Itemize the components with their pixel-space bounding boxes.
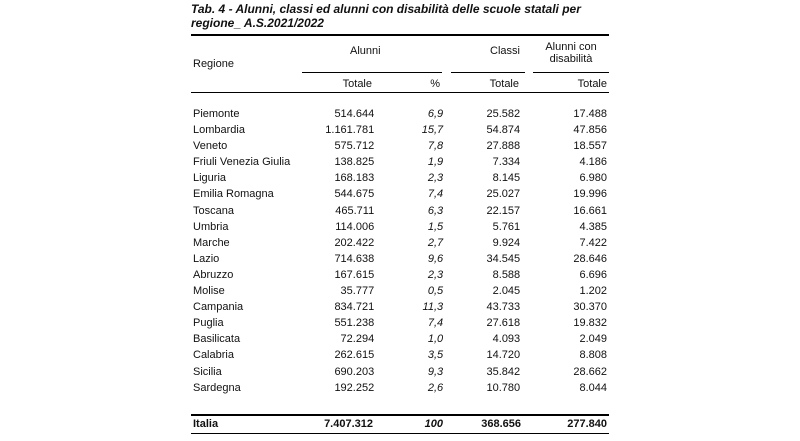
cell-pct: 2,7 xyxy=(427,236,444,249)
cell-pct: 1,5 xyxy=(427,220,444,233)
cell-pct: 7,4 xyxy=(427,317,444,330)
table-row xyxy=(191,154,609,170)
header-classi: Classi xyxy=(490,45,520,57)
table-row xyxy=(191,106,609,122)
title-divider xyxy=(191,34,609,36)
cell-disabili: 19.832 xyxy=(573,317,607,330)
cell-alunni: 834.721 xyxy=(334,301,375,314)
cell-pct: 1,0 xyxy=(427,333,444,346)
cell-regione: Sicilia xyxy=(193,365,222,378)
cell-regione: Veneto xyxy=(193,140,228,153)
cell-pct: 0,5 xyxy=(427,285,444,298)
header-bottom-rule xyxy=(191,92,609,93)
cell-disabili: 17.488 xyxy=(573,108,607,120)
cell-disabili: 6.980 xyxy=(579,172,607,185)
cell-alunni: 551.238 xyxy=(334,317,375,330)
cell-pct: 6,9 xyxy=(427,108,444,120)
cell-disabili: 4.186 xyxy=(579,156,607,169)
cell-pct: 7,8 xyxy=(427,140,444,153)
cell-alunni: 168.183 xyxy=(334,172,375,185)
cell-alunni: 167.615 xyxy=(334,268,375,281)
cell-disabili: 7.422 xyxy=(579,236,607,249)
cell-alunni: 202.422 xyxy=(334,236,375,249)
subheader-totale-disabili: Totale xyxy=(577,78,607,90)
table-row xyxy=(191,122,609,138)
cell-disabili: 19.996 xyxy=(573,188,607,201)
cell-pct: 6,3 xyxy=(427,204,444,217)
cell-pct: 2,3 xyxy=(427,268,444,281)
data-table xyxy=(191,106,609,396)
cell-disabili: 28.662 xyxy=(573,365,607,378)
cell-regione: Emilia Romagna xyxy=(193,188,274,201)
total-disabili: 277.840 xyxy=(567,418,607,430)
cell-classi: 2.045 xyxy=(492,285,521,298)
cell-classi: 54.874 xyxy=(486,124,521,137)
cell-regione: Calabria xyxy=(193,349,234,362)
cell-disabili: 6.696 xyxy=(579,268,607,281)
cell-classi: 27.888 xyxy=(486,140,521,153)
cell-regione: Lombardia xyxy=(193,124,245,137)
cell-regione: Campania xyxy=(193,301,244,314)
cell-pct: 15,7 xyxy=(421,124,444,137)
subheader-totale-alunni: Totale xyxy=(342,78,372,90)
cell-regione: Molise xyxy=(193,285,225,298)
table-row xyxy=(191,364,609,380)
cell-regione: Abruzzo xyxy=(193,268,234,281)
cell-pct: 2,6 xyxy=(427,381,444,394)
cell-regione: Umbria xyxy=(193,220,229,233)
table-row xyxy=(191,380,609,396)
cell-disabili: 30.370 xyxy=(573,301,607,314)
cell-disabili: 4.385 xyxy=(579,220,607,233)
cell-regione: Piemonte xyxy=(193,108,240,120)
cell-classi: 10.780 xyxy=(486,381,521,394)
cell-disabili: 8.044 xyxy=(579,381,607,394)
cell-alunni: 138.825 xyxy=(334,156,375,169)
cell-pct: 9,3 xyxy=(427,365,444,378)
cell-regione: Toscana xyxy=(193,204,234,217)
cell-pct: 1,9 xyxy=(427,156,444,169)
cell-alunni: 465.711 xyxy=(335,204,375,217)
cell-classi: 9.924 xyxy=(492,236,521,249)
header-underline-alunni xyxy=(302,72,442,73)
cell-disabili: 47.856 xyxy=(573,124,607,137)
cell-regione: Lazio xyxy=(193,252,220,265)
bottom-rule xyxy=(191,433,609,434)
cell-classi: 35.842 xyxy=(486,365,521,378)
total-classi: 368.656 xyxy=(481,418,521,430)
cell-alunni: 575.712 xyxy=(334,140,375,153)
header-regione: Regione xyxy=(193,58,234,70)
header-underline-disabili xyxy=(533,72,609,73)
cell-classi: 25.027 xyxy=(486,188,521,201)
total-divider xyxy=(191,414,609,416)
total-pct: 100 xyxy=(424,418,443,430)
cell-regione: Friuli Venezia Giulia xyxy=(193,156,291,169)
cell-regione: Liguria xyxy=(193,172,227,185)
cell-classi: 4.093 xyxy=(492,333,521,346)
cell-disabili: 1.202 xyxy=(579,285,607,298)
cell-classi: 8.588 xyxy=(492,268,521,281)
table-row xyxy=(191,347,609,363)
cell-disabili: 8.808 xyxy=(579,349,607,362)
cell-classi: 22.157 xyxy=(486,204,521,217)
cell-alunni: 514.644 xyxy=(334,108,375,120)
cell-regione: Puglia xyxy=(193,317,224,330)
cell-alunni: 1.161.781 xyxy=(325,124,375,137)
table-row xyxy=(191,283,609,299)
cell-regione: Marche xyxy=(193,236,230,249)
cell-classi: 43.733 xyxy=(486,301,521,314)
header-disabili: Alunni con disabilità xyxy=(545,41,597,65)
cell-pct: 11,3 xyxy=(422,301,444,314)
cell-pct: 9,6 xyxy=(427,252,444,265)
table-row xyxy=(191,235,609,251)
cell-alunni: 262.615 xyxy=(334,349,375,362)
table-row xyxy=(191,170,609,186)
cell-pct: 2,3 xyxy=(427,172,444,185)
table-row xyxy=(191,219,609,235)
cell-classi: 8.145 xyxy=(492,172,521,185)
cell-alunni: 192.252 xyxy=(334,381,375,394)
subheader-totale-classi: Totale xyxy=(489,78,519,90)
cell-disabili: 28.646 xyxy=(573,252,607,265)
total-regione: Italia xyxy=(193,418,219,430)
table-row xyxy=(191,331,609,347)
table-row xyxy=(191,251,609,267)
cell-alunni: 690.203 xyxy=(334,365,375,378)
cell-disabili: 2.049 xyxy=(579,333,607,346)
cell-classi: 34.545 xyxy=(486,252,521,265)
table-title: Tab. 4 - Alunni, classi ed alunni con disabilità delle scuole statali per regione_ A.S.2021/2022 xyxy=(191,2,581,30)
table-row xyxy=(191,138,609,154)
subheader-pct: % xyxy=(430,78,440,90)
cell-alunni: 35.777 xyxy=(340,285,375,298)
cell-classi: 14.720 xyxy=(486,349,521,362)
table-row xyxy=(191,299,609,315)
cell-regione: Sardegna xyxy=(193,381,241,394)
cell-pct: 3,5 xyxy=(427,349,444,362)
cell-classi: 27.618 xyxy=(486,317,521,330)
cell-classi: 25.582 xyxy=(486,108,521,120)
cell-classi: 5.761 xyxy=(492,220,521,233)
cell-classi: 7.334 xyxy=(492,156,521,169)
cell-disabili: 18.557 xyxy=(573,140,607,153)
table-row xyxy=(191,203,609,219)
table-row xyxy=(191,186,609,202)
cell-alunni: 114.006 xyxy=(335,220,375,233)
cell-alunni: 544.675 xyxy=(334,188,375,201)
table-row xyxy=(191,315,609,331)
table-row xyxy=(191,267,609,283)
cell-pct: 7,4 xyxy=(427,188,444,201)
cell-disabili: 16.661 xyxy=(573,204,607,217)
cell-alunni: 714.638 xyxy=(334,252,375,265)
cell-alunni: 72.294 xyxy=(340,333,375,346)
header-underline-classi xyxy=(451,72,525,73)
header-alunni: Alunni xyxy=(350,45,381,57)
cell-regione: Basilicata xyxy=(193,333,241,346)
total-alunni: 7.407.312 xyxy=(324,418,373,430)
